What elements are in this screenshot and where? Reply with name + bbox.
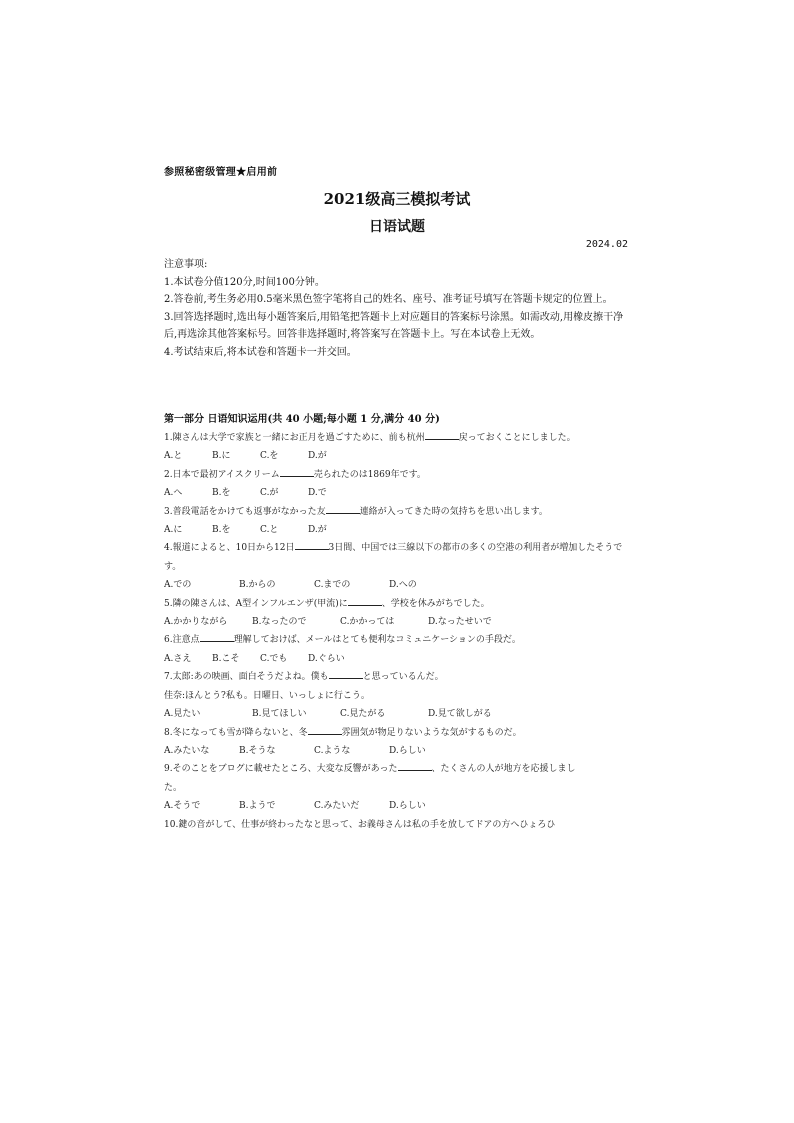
option: B.からの bbox=[239, 580, 276, 591]
option: C.と bbox=[260, 525, 279, 536]
question-text: 4.報道によると、10日から12日 bbox=[164, 543, 295, 554]
answer-blank bbox=[425, 430, 459, 440]
option: B.ようで bbox=[239, 801, 276, 812]
question-text: 連絡が入ってきた時の気持ちを思い出します。 bbox=[359, 506, 548, 517]
question-text: 8.冬になっても雪が降らないと、冬 bbox=[164, 727, 308, 738]
options bbox=[164, 521, 634, 539]
question bbox=[164, 539, 634, 576]
option: C.までの bbox=[314, 580, 351, 591]
option: D.らしい bbox=[389, 745, 426, 756]
question-text: 9.そのことをブログに載せたところ、大変な反響があった bbox=[164, 764, 398, 775]
option: A.かかりながら bbox=[164, 617, 228, 628]
answer-blank bbox=[326, 504, 360, 514]
option: A.さえ bbox=[164, 653, 192, 664]
exam-title: 2021级高三模拟考试 bbox=[323, 190, 471, 208]
option: D.見て欲しがる bbox=[428, 709, 492, 720]
question bbox=[164, 466, 634, 484]
question-text: 雰囲気が物足りないような気がするものだ。 bbox=[341, 727, 522, 738]
option: B.見てほしい bbox=[252, 709, 307, 720]
question-text: 3日間、中国では三線以下の都市の多くの空港の利用者が増加したそうです。 bbox=[164, 543, 623, 572]
option: B.なったので bbox=[252, 617, 307, 628]
option: C.みたいだ bbox=[314, 801, 360, 812]
question-list bbox=[164, 429, 634, 834]
option: B.そうな bbox=[239, 745, 276, 756]
question bbox=[164, 760, 634, 778]
question-text: 7.太郎:あの映画、面白そうだよね。僕も bbox=[164, 672, 329, 683]
question-text: 、学校を休みがちでした。 bbox=[381, 598, 490, 609]
option: D.らしい bbox=[389, 801, 426, 812]
option: D.が bbox=[308, 525, 327, 536]
question bbox=[164, 631, 634, 649]
note-item: 3.回答选择题时,选出每小题答案后,用铅笔把答题卡上对应题目的答案标号涂黑。如需改动,用橡皮擦干净后,再选涂其他答案标号。回答非选择题时,将答案写在答题卡上。写在本试卷上无效。 bbox=[164, 311, 624, 341]
answer-blank bbox=[308, 725, 342, 735]
options bbox=[164, 613, 634, 631]
options bbox=[164, 742, 634, 760]
answer-blank bbox=[398, 761, 432, 771]
option: A.へ bbox=[164, 488, 183, 499]
question bbox=[164, 724, 634, 742]
answer-blank bbox=[329, 669, 363, 679]
answer-blank bbox=[280, 467, 314, 477]
answer-blank bbox=[295, 540, 329, 550]
options bbox=[164, 705, 634, 723]
options bbox=[164, 650, 634, 668]
question-text: 売られたのは1869年です。 bbox=[313, 469, 426, 480]
option: B.を bbox=[212, 525, 231, 536]
option: D.ぐらい bbox=[308, 653, 345, 664]
question-line: 佳奈:ほんとう?私も。日曜日、いっしょに行こう。 bbox=[164, 690, 370, 701]
option: D.が bbox=[308, 451, 327, 462]
option: C.かかっては bbox=[340, 617, 395, 628]
option: D.なったせいで bbox=[428, 617, 492, 628]
secret-label: 参照秘密级管理★启用前 bbox=[164, 167, 278, 178]
note-item: 4.考试结束后,将本试卷和答题卡一并交回。 bbox=[164, 346, 357, 358]
option: B.を bbox=[212, 488, 231, 499]
option: A.そうで bbox=[164, 801, 201, 812]
option: A.見たい bbox=[164, 709, 201, 720]
answer-blank bbox=[348, 596, 382, 606]
option: D.で bbox=[308, 488, 327, 499]
question bbox=[164, 503, 634, 521]
question bbox=[164, 668, 634, 686]
option: A.みたいな bbox=[164, 745, 210, 756]
option: C.が bbox=[260, 488, 279, 499]
notes-heading: 注意事项: bbox=[164, 259, 208, 270]
option: C.を bbox=[260, 451, 279, 462]
question bbox=[164, 595, 634, 613]
note-item: 1.本试卷分值120分,时间100分钟。 bbox=[164, 276, 325, 288]
exam-date: 2024.02 bbox=[585, 239, 628, 250]
question-text: 10.鍵の音がして、仕事が終わったなと思って、お義母さんは私の手を放してドアの方へひょろひ bbox=[164, 819, 556, 830]
option: C.見たがる bbox=[340, 709, 386, 720]
option: C.でも bbox=[260, 653, 288, 664]
question bbox=[164, 429, 634, 447]
question bbox=[164, 816, 634, 834]
notes-section bbox=[164, 256, 632, 362]
question-text: 2.日本で最初アイスクリーム bbox=[164, 469, 280, 480]
options bbox=[164, 447, 634, 465]
question-text: 、たくさんの人が地方を応援しまし bbox=[431, 764, 576, 775]
option: B.こそ bbox=[212, 653, 240, 664]
option: A.に bbox=[164, 525, 183, 536]
question-text: と思っているんだ。 bbox=[362, 672, 444, 683]
note-item: 2.答卷前,考生务必用0.5毫米黑色签字笔将自己的姓名、座号、准考证号填写在答题卡规定的位置上。 bbox=[164, 294, 613, 306]
option: A.での bbox=[164, 580, 192, 591]
option: C.ような bbox=[314, 745, 351, 756]
question-text: 理解しておけば、メールはとても便利なコミュニケーションの手段だ。 bbox=[233, 635, 521, 646]
answer-blank bbox=[200, 632, 234, 642]
option: A.と bbox=[164, 451, 183, 462]
question-text: 5.隣の陳さんは、A型インフルエンザ(甲流)に bbox=[164, 598, 348, 609]
question-text: 3.普段電話をかけても返事がなかった友 bbox=[164, 506, 326, 517]
options bbox=[164, 797, 634, 815]
part1-heading: 第一部分 日语知识运用(共 40 小题;每小题 1 分,满分 40 分) bbox=[164, 414, 440, 425]
option: D.への bbox=[389, 580, 417, 591]
question-text: 戻っておくことにしました。 bbox=[458, 433, 576, 443]
option: B.に bbox=[212, 451, 231, 462]
options bbox=[164, 484, 634, 502]
question-line: た。 bbox=[164, 782, 183, 793]
question-text: 1.陳さんは大学で家族と一緒にお正月を過ごすために、前も杭州 bbox=[164, 433, 425, 443]
exam-subtitle: 日语试题 bbox=[369, 219, 425, 235]
question-text: 6.注意点 bbox=[164, 635, 200, 646]
options bbox=[164, 576, 634, 594]
